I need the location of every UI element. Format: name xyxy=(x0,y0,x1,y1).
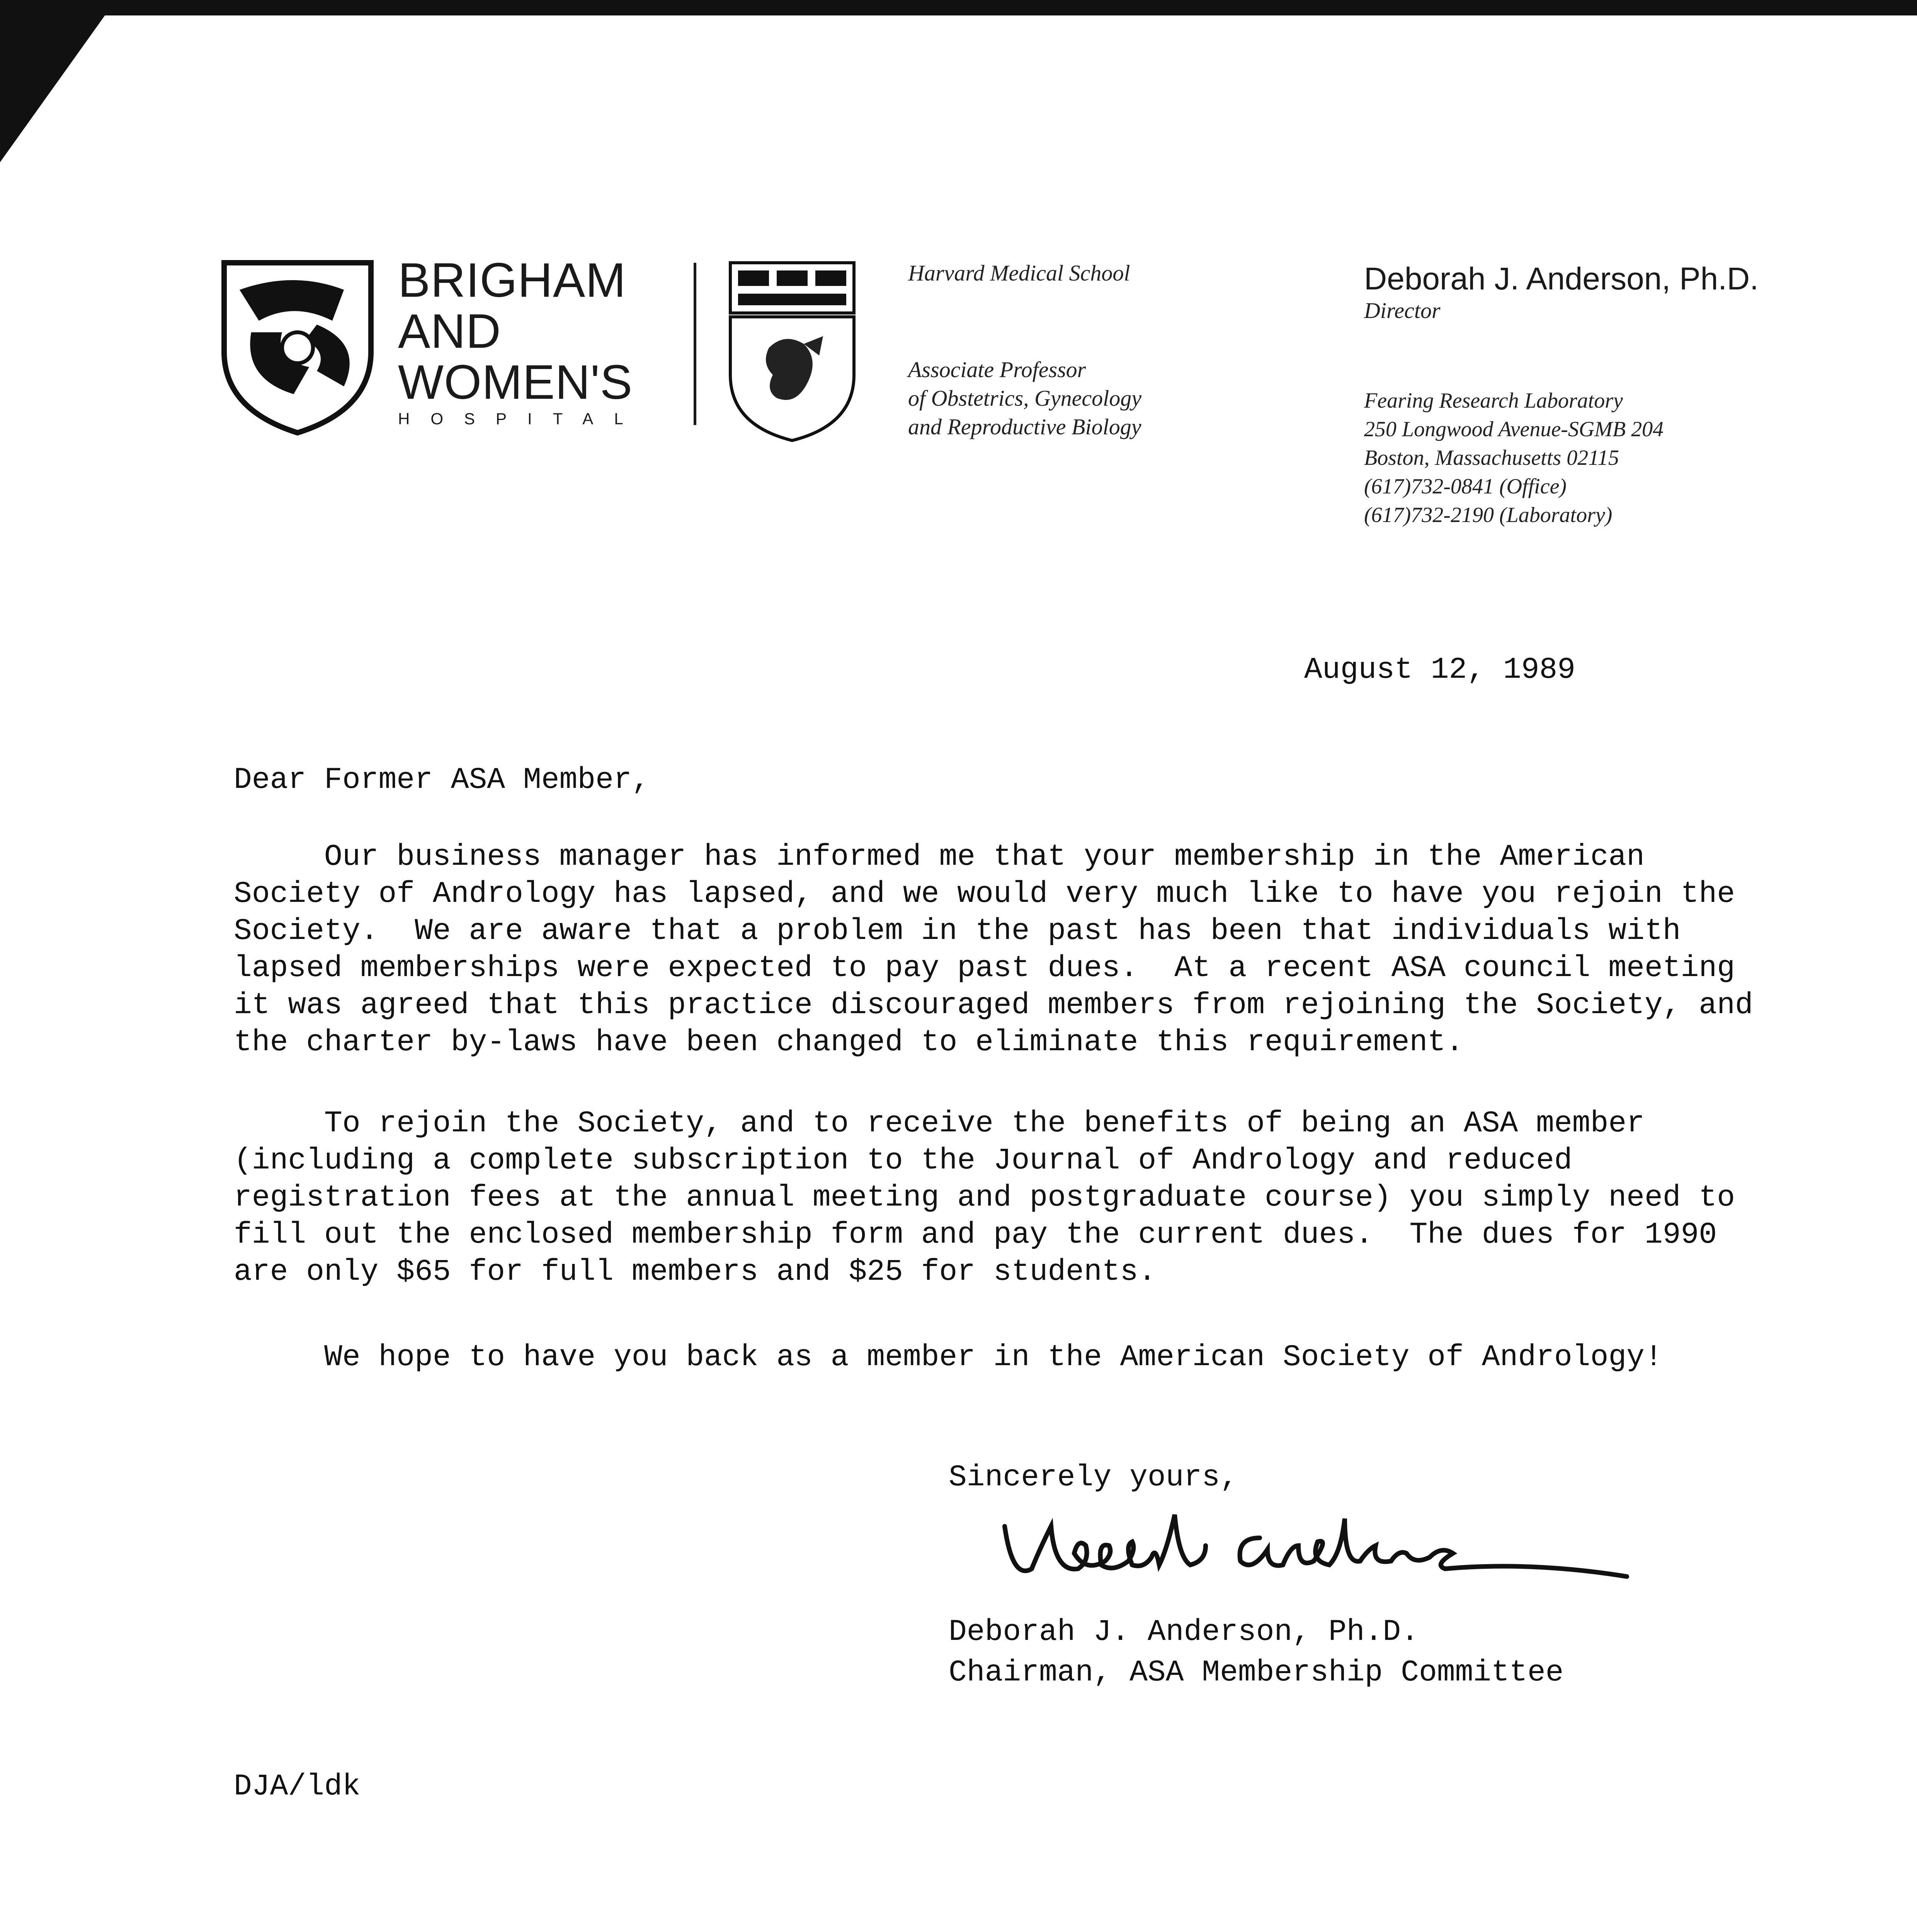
paragraph-line: fill out the enclosed membership form and pay the current dues. The dues for 1990 xyxy=(234,1218,1717,1252)
paragraph-line: the charter by-laws have been changed to eliminate this requirement. xyxy=(234,1026,1464,1060)
school-name: Harvard Medical School xyxy=(908,260,1130,286)
position-block xyxy=(908,355,1141,441)
lab-address-line: (617)732-0841 (Office) xyxy=(1364,474,1567,498)
letter-date: August 12, 1989 xyxy=(1304,653,1576,687)
lab-address-line: Fearing Research Laboratory xyxy=(1364,389,1623,413)
paragraph-line: (including a complete subscription to the Journal of Andrology and reduced xyxy=(234,1144,1572,1178)
signer-title: Chairman, ASA Membership Committee xyxy=(949,1656,1564,1690)
scan-corner-shadow xyxy=(0,0,116,162)
hospital-name-line: BRIGHAM xyxy=(398,253,626,307)
director-name: Deborah J. Anderson, Ph.D. xyxy=(1364,261,1759,296)
closing: Sincerely yours, xyxy=(949,1461,1238,1495)
position-line: Associate Professor xyxy=(908,357,1086,382)
hospital-name-line: WOMEN'S xyxy=(398,355,633,409)
paragraph-line: registration fees at the annual meeting and postgraduate course) you simply need to xyxy=(234,1181,1735,1215)
paragraph-3 xyxy=(234,1339,1876,1376)
lab-address-line: (617)732-2190 (Laboratory) xyxy=(1364,503,1613,527)
paragraph-line: lapsed memberships were expected to pay past dues. At a recent ASA council meeting xyxy=(234,951,1735,985)
salutation: Dear Former ASA Member, xyxy=(234,763,650,797)
paragraph-line: Society. We are aware that a problem in the past has been that individuals with xyxy=(234,914,1681,948)
hospital-name-line: AND xyxy=(398,304,501,358)
letterhead-divider xyxy=(694,263,696,425)
paragraph-1 xyxy=(234,838,1876,1061)
harvard-shield-icon xyxy=(726,259,858,444)
hospital-name xyxy=(398,255,633,408)
reference-initials: DJA/ldk xyxy=(234,1770,361,1804)
brigham-logo-icon xyxy=(216,255,379,437)
position-line: of Obstetrics, Gynecology xyxy=(908,386,1142,411)
paragraph-line: Our business manager has informed me that your membership in the American xyxy=(234,840,1645,874)
lab-address-line: 250 Longwood Avenue-SGMB 204 xyxy=(1364,417,1664,441)
position-line: and Reproductive Biology xyxy=(908,414,1141,439)
paragraph-2 xyxy=(234,1105,1876,1291)
director-title: Director xyxy=(1364,298,1441,323)
signer-name: Deborah J. Anderson, Ph.D. xyxy=(949,1615,1419,1649)
lab-address-line: Boston, Massachusetts 02115 xyxy=(1364,446,1619,470)
paragraph-line: are only $65 for full members and $25 for students. xyxy=(234,1255,1157,1289)
paragraph-line: To rejoin the Society, and to receive the benefits of being an ASA member xyxy=(234,1107,1645,1141)
handwritten-signature xyxy=(989,1503,1646,1604)
lab-address xyxy=(1364,386,1664,529)
hospital-subtitle: HOSPITAL xyxy=(398,410,644,428)
scan-top-border xyxy=(0,0,1917,15)
paragraph-line: We hope to have you back as a member in the American Society of Andrology! xyxy=(234,1340,1663,1374)
paragraph-line: Society of Andrology has lapsed, and we would very much like to have you rejoin the xyxy=(234,877,1735,911)
paragraph-line: it was agreed that this practice discouraged members from rejoining the Society, and xyxy=(234,988,1753,1022)
